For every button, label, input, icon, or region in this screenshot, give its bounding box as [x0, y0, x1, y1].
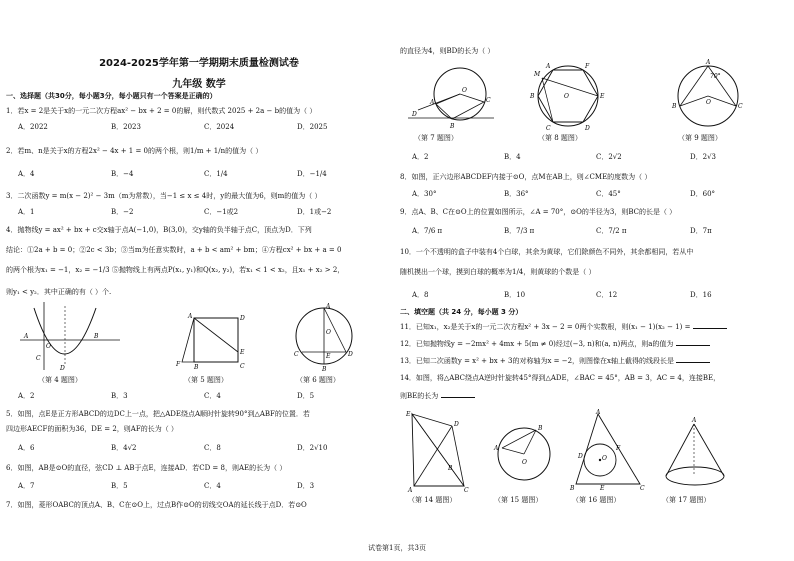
svg-text:O: O: [564, 93, 569, 100]
q8-options: [400, 189, 788, 199]
svg-text:M: M: [534, 71, 541, 78]
q9-option-c[interactable]: C．7/2 π: [596, 227, 627, 235]
q8-option-b[interactable]: B．36°: [504, 190, 529, 198]
q11-text: 11．已知x₁，x₂是关于x的一元二次方程x² + 3x − 2 = 0两个实数根，则(x₁ − 1)(x₂ − 1) =: [400, 323, 691, 331]
q2-option-d[interactable]: D．−1/4: [297, 170, 327, 178]
figure-q4-parabola: [16, 300, 124, 372]
q9-options: [400, 226, 788, 236]
page-footer: 试卷第1页，共3页: [368, 544, 426, 552]
exam-subtitle: 九年级 数学: [172, 79, 226, 90]
q4-option-c[interactable]: C．4: [204, 392, 221, 400]
figure-q17-cone: [658, 416, 732, 492]
figure-q7-rhombus-tangent: [404, 62, 500, 130]
q1-option-d[interactable]: D．2025: [297, 123, 328, 131]
q6-options: [6, 481, 392, 491]
q3-option-b[interactable]: B．−2: [111, 208, 134, 216]
q8-option-d[interactable]: D．60°: [690, 190, 716, 198]
figure-q8-hexagon: [528, 58, 608, 134]
q7-option-c[interactable]: C．2√2: [596, 153, 622, 161]
svg-text:A: A: [430, 99, 435, 106]
q10-option-c[interactable]: C．12: [596, 291, 618, 299]
q11-line: [400, 322, 788, 332]
q5-option-d[interactable]: D．2√10: [297, 444, 328, 452]
q6-option-b[interactable]: B．5: [111, 482, 128, 490]
q10-option-b[interactable]: B．10: [504, 291, 526, 299]
q10-option-d[interactable]: D．16: [690, 291, 712, 299]
svg-text:B: B: [570, 485, 575, 490]
svg-text:C: C: [546, 125, 551, 132]
svg-text:B: B: [530, 93, 535, 100]
svg-text:B: B: [448, 465, 453, 472]
svg-text:F: F: [616, 445, 621, 452]
q7-option-b[interactable]: B．4: [504, 153, 521, 161]
right-column: [400, 0, 788, 561]
figure-q15-circle: [492, 420, 556, 486]
fig16-caption: （第 16 题图）: [572, 496, 621, 504]
svg-text:D: D: [348, 351, 353, 358]
q14-answer-blank[interactable]: [441, 391, 475, 398]
svg-text:A: A: [546, 63, 551, 70]
q5-line-1: 5．如图，点E是正方形ABCD的边DC上一点，把△ADE绕点A顺时针旋转90°到△ABF的位置．若: [6, 410, 310, 418]
svg-text:B: B: [94, 333, 99, 340]
svg-text:A: A: [188, 313, 193, 320]
figure-q6-circle: [288, 300, 360, 372]
svg-text:A: A: [494, 445, 499, 452]
q9-option-d[interactable]: D．7π: [690, 227, 712, 235]
q7-text-start: 7．如图，菱形OABC的顶点A、B、C在⊙O上，过点B作⊙O的切线交OA的延长线于点D．若⊙O: [6, 501, 307, 509]
q8-text: 8．如图，正六边形ABCDEF内接于⊙O，点M在AB上，则∠CME的度数为（ ）: [400, 173, 652, 181]
svg-text:O: O: [326, 329, 331, 336]
q12-text: 12．已知抛物线y = −2mx² + 4mx + 5(m ≠ 0)经过(−3, n)和(a, n)两点，则a的值为: [400, 340, 674, 348]
q4-option-b[interactable]: B．3: [111, 392, 128, 400]
figure-q16-incircle: [568, 408, 648, 490]
svg-text:E: E: [600, 485, 605, 490]
q7-text-cont: 的直径为4，则BD的长为（ ）: [400, 47, 495, 55]
svg-text:D: D: [60, 365, 65, 372]
q3-option-d[interactable]: D．1或−2: [297, 208, 332, 216]
section1-heading: 一、选择题（共30分，每小题3分，每小题只有一个答案是正确的）: [6, 92, 217, 100]
q1-option-b[interactable]: B．2023: [111, 123, 141, 131]
svg-text:A: A: [692, 417, 697, 424]
fig4-caption: （第 4 题图）: [38, 376, 82, 384]
q4-line-4: 则y₁ < y₂．其中正确的有（ ）个.: [6, 288, 112, 296]
q2-option-c[interactable]: C．1/4: [204, 170, 228, 178]
q10-line-2: 随机摸出一个球，摸到白球的概率为1/4，则黄球的个数是（ ）: [400, 268, 596, 276]
q2-options: [6, 169, 392, 179]
q9-option-a[interactable]: A．7/6 π: [412, 227, 443, 235]
q13-line: [400, 356, 788, 366]
q13-text: 13．已知二次函数y = x² + bx + 3的对称轴为x = −2，则图像在x轴上截得的线段长是: [400, 357, 674, 365]
svg-text:D: D: [578, 453, 583, 460]
q3-option-c[interactable]: C．−1或2: [204, 208, 239, 216]
svg-text:F: F: [176, 361, 181, 368]
svg-text:A: A: [596, 409, 601, 416]
svg-text:C: C: [464, 487, 469, 492]
svg-text:O: O: [522, 459, 527, 466]
q14-line-2: [400, 391, 788, 401]
q10-option-a[interactable]: A．8: [412, 291, 429, 299]
fig6-caption: （第 6 题图）: [296, 376, 340, 384]
q4-option-a[interactable]: A．2: [18, 392, 35, 400]
q2-option-a[interactable]: A．4: [18, 170, 35, 178]
q13-answer-blank[interactable]: [676, 356, 710, 363]
q4-line-2: 结论：①2a + b = 0；②2c < 3b；③当m为任意实数时，a + b < am² + bm；④方程cx² + bx + a = 0: [6, 246, 342, 254]
q9-text: 9．点A、B、C在⊙O上的位置如图所示，∠A = 70°，⊙O的半径为3，则BC的长是（ ）: [400, 208, 677, 216]
fig9-angle-label: 70°: [710, 73, 721, 80]
q5-option-b[interactable]: B．4√2: [111, 444, 137, 452]
q12-line: [400, 339, 788, 349]
q4-options: [6, 391, 392, 401]
svg-text:E: E: [406, 411, 411, 418]
q6-option-c[interactable]: C．4: [204, 482, 221, 490]
fig8-caption: （第 8 题图）: [538, 134, 582, 142]
svg-text:A: A: [24, 333, 29, 340]
fig15-caption: （第 15 题图）: [494, 496, 543, 504]
q14-text-2: 则BE的长为: [400, 392, 439, 400]
q1-option-a[interactable]: A．2022: [18, 123, 48, 131]
fig17-caption: （第 17 题图）: [662, 496, 711, 504]
q2-option-b[interactable]: B．−4: [111, 170, 134, 178]
svg-text:C: C: [240, 363, 245, 370]
svg-text:O: O: [706, 99, 711, 106]
q6-text: 6．如图，AB是⊙O的直径，弦CD ⊥ AB于点E，连接AD．若CD = 8，则AE的长为（ ）: [6, 464, 287, 472]
figure-q5-square: [174, 312, 246, 370]
svg-text:A: A: [706, 59, 711, 66]
svg-text:C: C: [738, 103, 743, 110]
q7-options: [400, 152, 788, 162]
q5-options: [6, 443, 392, 453]
q10-line-1: 10．一个不透明的盒子中装有4个白球，其余为黄球，它们除颜色不同外，其余都相同，若从中: [400, 248, 694, 256]
svg-text:B: B: [538, 425, 543, 432]
q5-option-a[interactable]: A．6: [18, 444, 35, 452]
svg-text:C: C: [294, 351, 299, 358]
svg-text:A: A: [326, 303, 331, 310]
svg-text:O: O: [602, 455, 607, 462]
svg-text:D: D: [412, 111, 417, 118]
q1-text: 1．若x = 2是关于x的一元二次方程ax² − bx + 2 = 0的解，则代数式 2025 + 2a − b的值为（ ）: [6, 107, 317, 115]
q2-text: 2．若m、n是关于x的方程2x² − 4x + 1 = 0的两个根，则1/m + 1/n的值为（ ）: [6, 147, 263, 155]
q8-option-a[interactable]: A．30°: [412, 190, 437, 198]
q11-answer-blank[interactable]: [693, 322, 727, 329]
svg-text:B: B: [322, 366, 327, 372]
svg-text:B: B: [450, 123, 455, 130]
svg-text:D: D: [585, 125, 590, 132]
svg-text:C: C: [36, 355, 41, 362]
svg-text:D: D: [454, 421, 459, 428]
svg-text:E: E: [600, 93, 605, 100]
svg-text:E: E: [240, 349, 245, 356]
q14-line-1: 14．如图，将△ABC绕点A逆时针旋转45°得到△ADE，∠BAC = 45°，AB = 3，AC = 4，连接BE，: [400, 374, 721, 382]
q12-answer-blank[interactable]: [676, 339, 710, 346]
q1-options: [6, 122, 392, 132]
svg-text:C: C: [486, 97, 491, 104]
fig5-caption: （第 5 题图）: [184, 376, 228, 384]
figure-q14-triangles: [404, 408, 470, 492]
left-column: [6, 0, 392, 561]
q4-line-1: 4．抛物线y = ax² + bx + c交x轴于点A(−1,0)，B(3,0)，交y轴的负半轴于点C，顶点为D．下列: [6, 226, 312, 234]
svg-text:O: O: [462, 87, 467, 94]
q5-line-2: 四边形AECF的面积为36，DE = 2，则AF的长为（ ）: [6, 425, 178, 433]
q6-option-a[interactable]: A．7: [18, 482, 35, 490]
exam-title: 2024-2025学年第一学期期末质量检测试卷: [99, 58, 299, 69]
fig9-caption: （第 9 题图）: [678, 134, 722, 142]
q3-text: 3．二次函数y = m(x − 2)² − 3m（m为常数），当−1 ≤ x ≤ 4时，y的最大值为6，则m的值为（ ）: [6, 192, 322, 200]
svg-text:E: E: [326, 353, 331, 360]
q1-option-c[interactable]: C．2024: [204, 123, 235, 131]
svg-text:O: O: [46, 343, 51, 350]
svg-text:B: B: [672, 103, 677, 110]
q5-option-c[interactable]: C．8: [204, 444, 221, 452]
q7-option-d[interactable]: D．2√3: [690, 153, 716, 161]
q4-option-d[interactable]: D．5: [297, 392, 315, 400]
q3-option-a[interactable]: A．1: [18, 208, 35, 216]
section2-heading: 二、填空题（共 24 分，每小题 3 分）: [400, 308, 523, 316]
svg-text:F: F: [585, 63, 590, 70]
fig14-caption: （第 14 题图）: [408, 496, 457, 504]
q8-option-c[interactable]: C．45°: [596, 190, 621, 198]
q6-option-d[interactable]: D．3: [297, 482, 315, 490]
q10-options: [400, 290, 788, 300]
svg-text:A: A: [408, 487, 413, 492]
svg-text:B: B: [194, 364, 199, 370]
q7-option-a[interactable]: A．2: [412, 153, 429, 161]
fig7-caption: （第 7 题图）: [414, 134, 458, 142]
svg-text:D: D: [240, 315, 245, 322]
q3-options: [6, 207, 392, 217]
q9-option-b[interactable]: B．7/3 π: [504, 227, 535, 235]
svg-text:C: C: [640, 485, 645, 490]
q4-line-3: 的两个根为x₁ = −1，x₂ = −1/3 ⑤抛物线上有两点P(x₁, y₁)和Q(x₂, y₂)，若x₁ < 1 < x₂，且x₁ + x₂ > 2，: [6, 266, 345, 274]
figure-q9-circle-angle: [668, 58, 748, 134]
